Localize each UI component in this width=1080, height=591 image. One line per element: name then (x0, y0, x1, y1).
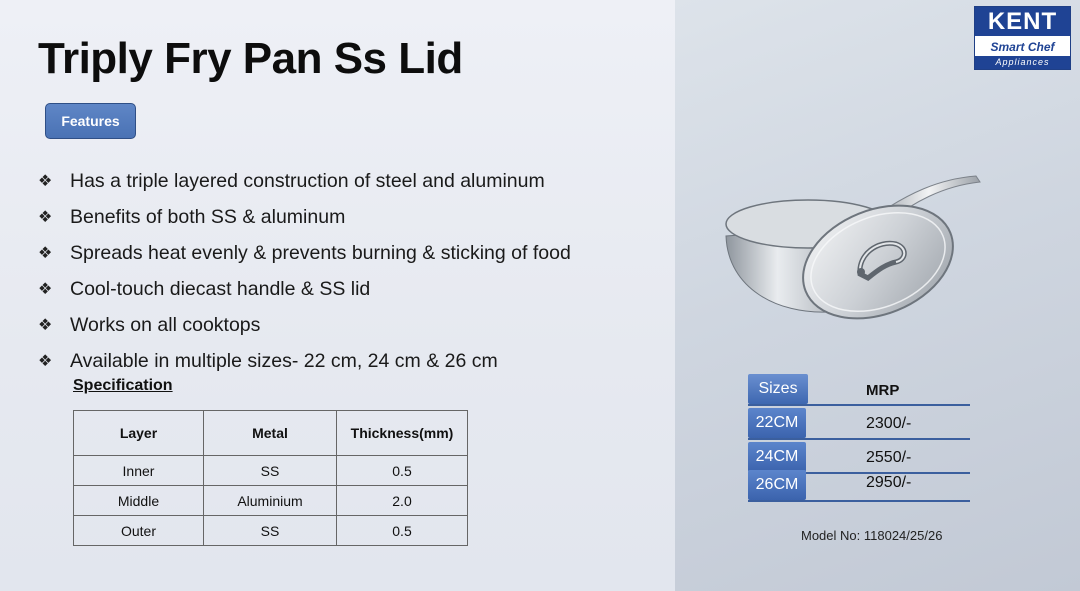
feature-item (38, 199, 571, 235)
table-cell: Inner (74, 456, 204, 486)
table-cell: 0.5 (337, 456, 468, 486)
table-row (74, 516, 468, 546)
diamond-bullet-icon: ❖ (38, 209, 53, 226)
table-row (74, 456, 468, 486)
table-cell: Middle (74, 486, 204, 516)
table-cell: SS (204, 456, 337, 486)
page-title: Triply Fry Pan Ss Lid (38, 34, 463, 83)
logo-tagline: Appliances (975, 56, 1070, 69)
column-header-metal: Metal (204, 411, 337, 456)
feature-text: Spreads heat evenly & prevents burning & sticking of food (70, 241, 571, 264)
feature-item (38, 163, 571, 199)
features-button[interactable]: Features (45, 103, 136, 139)
diamond-bullet-icon: ❖ (38, 245, 53, 262)
model-number: Model No: 118024/25/26 (801, 528, 943, 543)
table-cell: Aluminium (204, 486, 337, 516)
table-header-row (74, 411, 468, 456)
feature-item (38, 235, 571, 271)
feature-item (38, 271, 571, 307)
price-row (748, 470, 970, 502)
table-cell: Outer (74, 516, 204, 546)
feature-item (38, 307, 571, 343)
diamond-bullet-icon: ❖ (38, 173, 53, 190)
table-cell: 0.5 (337, 516, 468, 546)
mrp-value: 2300/- (866, 415, 912, 432)
fry-pan-image (718, 164, 990, 324)
features-list (38, 163, 571, 379)
price-row (748, 408, 970, 440)
diamond-bullet-icon: ❖ (38, 281, 53, 298)
size-label: 22CM (748, 408, 806, 438)
kent-logo (974, 6, 1071, 70)
size-label: 26CM (748, 470, 806, 500)
feature-text: Cool-touch diecast handle & SS lid (70, 277, 371, 300)
feature-text: Works on all cooktops (70, 313, 261, 336)
sizes-header: Sizes (748, 374, 808, 404)
size-label: 24CM (748, 442, 806, 472)
feature-item (38, 343, 571, 379)
mrp-value: 2950/- (866, 474, 912, 491)
feature-text: Available in multiple sizes- 22 cm, 24 cm & 26 cm (70, 349, 498, 372)
mrp-value: 2550/- (866, 449, 912, 466)
diamond-bullet-icon: ❖ (38, 353, 53, 370)
mrp-header: MRP (866, 382, 900, 399)
logo-brand: KENT (975, 7, 1070, 36)
table-row (74, 486, 468, 516)
divider (748, 500, 970, 502)
feature-text: Benefits of both SS & aluminum (70, 205, 346, 228)
column-header-layer: Layer (74, 411, 204, 456)
table-cell: 2.0 (337, 486, 468, 516)
logo-subbrand: Smart Chef (990, 40, 1055, 54)
specification-table (73, 410, 468, 546)
diamond-bullet-icon: ❖ (38, 317, 53, 334)
column-header-thickness: Thickness(mm) (337, 411, 468, 456)
specification-title: Specification (73, 377, 173, 394)
divider (748, 404, 970, 406)
divider (748, 438, 970, 440)
feature-text: Has a triple layered construction of steel and aluminum (70, 169, 545, 192)
table-cell: SS (204, 516, 337, 546)
